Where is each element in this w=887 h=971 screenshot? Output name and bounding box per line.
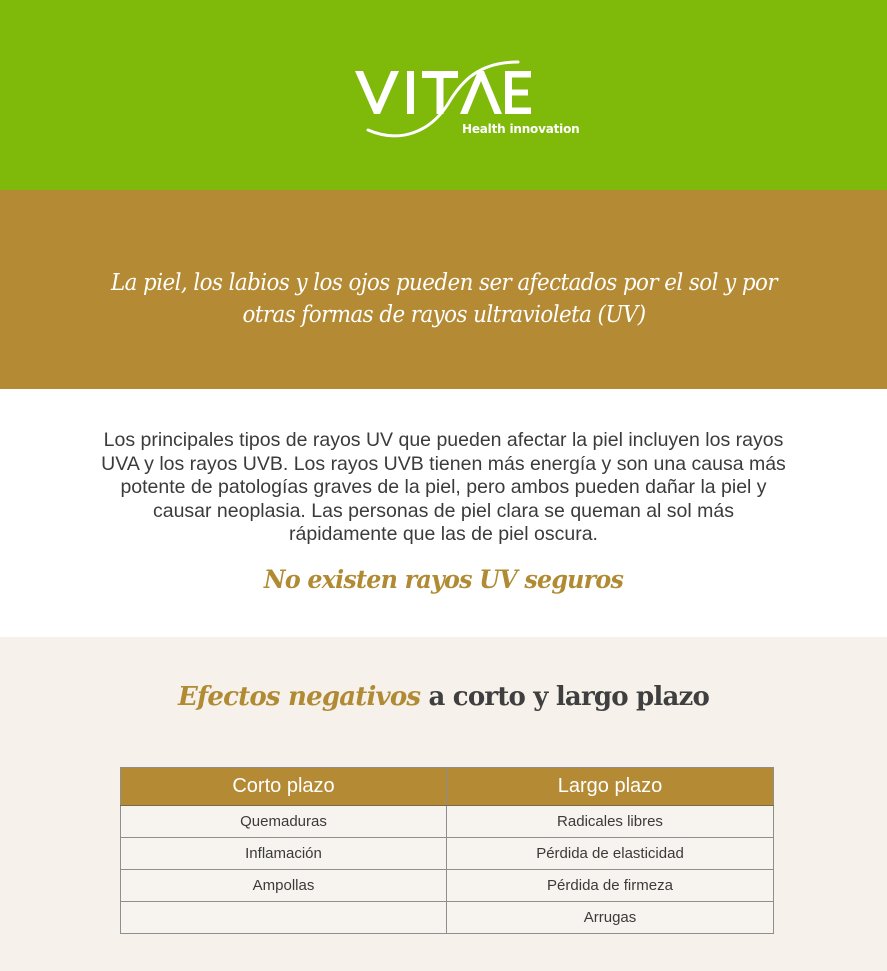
- intro-highlight: No existen rayos UV seguros: [263, 565, 624, 594]
- table-header-row: [121, 768, 774, 806]
- table-cell: Pérdida de elasticidad: [447, 838, 774, 870]
- vitae-logo: [350, 44, 580, 144]
- effects-title-accent: Efectos negativos: [177, 682, 421, 712]
- uv-warning-banner: [0, 190, 887, 389]
- effects-section: [0, 637, 887, 971]
- table-row: [121, 902, 774, 934]
- table-cell: Pérdida de firmeza: [447, 870, 774, 902]
- effects-title-rest: a corto y largo plazo: [420, 682, 710, 712]
- table-cell: Quemaduras: [121, 806, 447, 838]
- effects-table: [120, 767, 774, 934]
- table-row: [121, 838, 774, 870]
- table-row: [121, 870, 774, 902]
- table-cell: Inflamación: [121, 838, 447, 870]
- table-cell: Radicales libres: [447, 806, 774, 838]
- header-short-term: Corto plazo: [121, 768, 447, 806]
- intro-paragraph: Los principales tipos de rayos UV que pueden afectar la piel incluyen los rayos UVA y los rayos UVB. Los rayos UVB tienen más energía y son una causa más potente de patologías graves de la piel, pero ambos pueden dañar la piel y causar neoplasia. Las personas de piel clara se queman al sol más rápidamente que las de piel oscura.: [101, 429, 786, 546]
- banner-text: La piel, los labios y los ojos pueden ser afectados por el sol y por otras formas de rayos ultravioleta (UV): [110, 269, 777, 328]
- intro-section: [0, 389, 887, 637]
- table-cell: Ampollas: [121, 870, 447, 902]
- effects-title: [0, 682, 887, 712]
- brand-tagline: Health innovation: [462, 122, 580, 136]
- header-long-term: Largo plazo: [447, 768, 774, 806]
- table-cell: [121, 902, 447, 934]
- table-cell: Arrugas: [447, 902, 774, 934]
- table-row: [121, 806, 774, 838]
- brand-header: [0, 0, 887, 190]
